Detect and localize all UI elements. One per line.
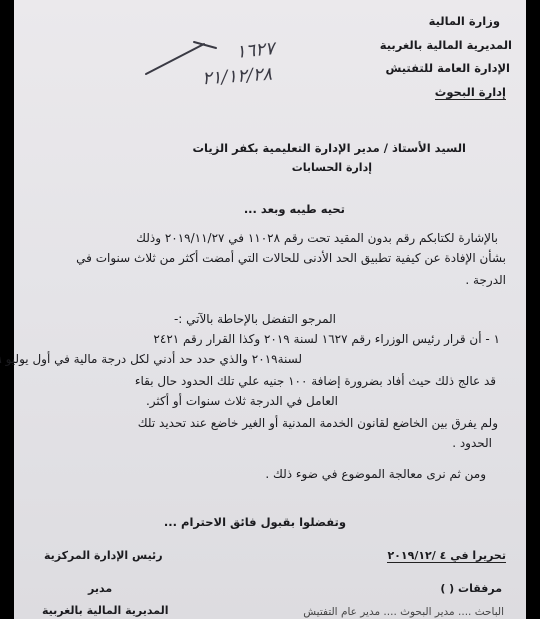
paragraph-line: بشأن الإفادة عن كيفية تطبيق الحد الأدنى للحالات التي أمضت أكثر من ثلاث سنوات في xyxy=(76,251,506,265)
regards: وتفضلوا بقبول فائق الاحترام ... xyxy=(163,515,346,529)
letterhead-directorate: المديرية المالية بالغربية xyxy=(379,38,512,52)
addressee-department: إدارة الحسابات xyxy=(291,161,372,174)
item-line: العامل في الدرجة ثلاث سنوات أو أكثر. xyxy=(145,394,338,408)
footer-attachments: مرفقات ( ) xyxy=(440,582,502,595)
greeting: تحيه طيبه وبعد ... xyxy=(243,202,345,216)
document-page xyxy=(5,0,526,619)
footer-date: تحريرا في ٤ /٢٠١٩/١٢ xyxy=(387,549,506,562)
footer-left-title: رئيس الإدارة المركزية xyxy=(44,549,163,562)
footer-bottom-left: المديرية المالية بالغربية xyxy=(42,604,169,617)
item-line: الحدود . xyxy=(452,436,492,450)
item-line: قد عالج ذلك حيث أفاد بضرورة إضافة ١٠٠ جنيه علي تلك الحدود حال بقاء xyxy=(134,374,496,388)
closing-line: ومن ثم نرى معالجة الموضوع في ضوء ذلك . xyxy=(265,467,486,481)
addressee-line: السيد الأستاذ / مدير الإدارة التعليمية بكفر الزيات xyxy=(192,141,466,155)
item-line: ولم يفرق بين الخاضع لقانون الخدمة المدنية أو الغير خاضع عند تحديد تلك xyxy=(137,416,498,430)
item-line: ١ - أن قرار رئيس الوزراء رقم ١٦٢٧ لسنة ٢٠١٩ وكذا القرار رقم ٢٤٢١ xyxy=(153,332,500,346)
footer-director: مدير xyxy=(88,582,113,595)
letterhead-ministry: وزارة المالية xyxy=(428,14,500,28)
letterhead-research: إدارة البحوث xyxy=(434,85,506,99)
request-heading: المرجو التفضل بالإحاطة بالآتي :- xyxy=(173,312,336,326)
footer-bottom-right: الباحث .... مدير البحوث .... مدير عام التفتيش xyxy=(303,606,504,618)
handwritten-date: ٢١/١٢/٢٨ xyxy=(201,63,273,90)
item-line: لسنة٢٠١٩ والذي حدد حد أدني لكل درجة مالية في أول يوليو xyxy=(5,352,302,366)
paragraph-line: بالإشارة لكتابكم رقم بدون المقيد تحت رقم ١١٠٢٨ في ٢٠١٩/١١/٢٧ وذلك xyxy=(136,231,498,245)
paragraph-line: الدرجة . xyxy=(465,273,506,287)
handwritten-number: ١٦٢٧ xyxy=(235,38,276,63)
letterhead-general-admin: الإدارة العامة للتفتيش xyxy=(385,61,510,75)
